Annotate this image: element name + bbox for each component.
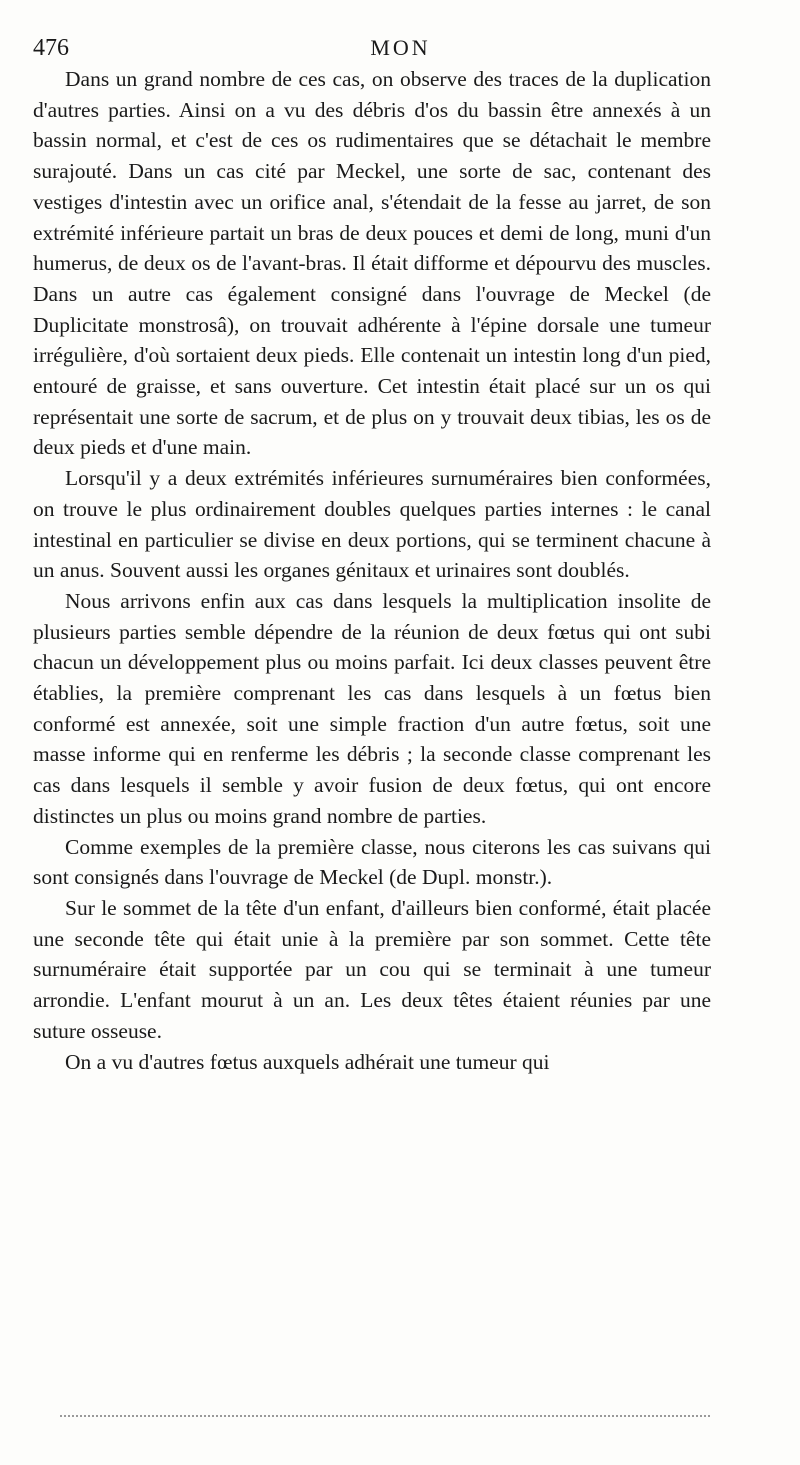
body-text (33, 64, 711, 1077)
paragraph: Comme exemples de la première classe, nous citerons les cas suivans qui sont consignés dans l'ouvrage de Meckel (de Dupl. monstr.). (33, 834, 711, 890)
paragraph: Dans un grand nombre de ces cas, on observe des traces de la duplication d'autres parties. Ainsi on a vu des débris d'os du bassin être annexés à un bassin normal, et c'est de ces os rudimentaires que se détachait le membre surajouté. Dans un cas cité par Meckel, une sorte de sac, contenant des vestiges d'intestin avec un orifice anal, s'étendait de la fesse au jarret, de son extrémité inférieure partait un bras de deux pouces et demi de long, muni d'un humerus, de deux os de l'avant-bras. Il était difforme et dépourvu des muscles. Dans un autre cas également consigné dans l'ouvrage de Meckel (de Duplicitate monstrosâ), on trouvait adhérente à l'épine dorsale une tumeur irrégulière, d'où sortaient deux pieds. Elle contenait un intestin long d'un pied, entouré de graisse, et sans ouverture. Cet intestin était placé sur un os qui représentait une sorte de sacrum, et de plus on y trouvait deux tibias, les os de deux pieds et d'une main. (33, 67, 711, 460)
paragraph: Lorsqu'il y a deux extrémités inférieures surnuméraires bien conformées, on trouve le plus ordinairement doubles quelques parties internes : le canal intestinal en particulier se divise en deux portions, qui se terminent chacune à un anus. Souvent aussi les organes génitaux et urinaires sont doublés. (33, 466, 711, 583)
page-number: 476 (33, 35, 69, 61)
paragraph: Nous arrivons enfin aux cas dans lesquels la multiplication insolite de plusieurs parties semble dépendre de la réunion de deux fœtus qui ont subi chacun un développement plus ou moins parfait. Ici deux classes peuvent être établies, la première comprenant les cas dans lesquels à un fœtus bien conformé est annexée, soit une simple fraction d'un autre fœtus, soit une masse informe qui en renferme les débris ; la seconde classe comprenant les cas dans lesquels il semble y avoir fusion de deux fœtus, qui ont encore distinctes un plus ou moins grand nombre de parties. (33, 588, 711, 828)
running-head: MON (370, 35, 431, 60)
page-header (33, 30, 768, 66)
paragraph: Sur le sommet de la tête d'un enfant, d'ailleurs bien conformé, était placée une seconde tête qui était unie à la première par son sommet. Cette tête surnuméraire était supportée par un cou qui se terminait à une tumeur arrondie. L'enfant mourut à un an. Les deux têtes étaient réunies par une suture osseuse. (33, 895, 711, 1043)
paragraph: On a vu d'autres fœtus auxquels adhérait une tumeur qui (65, 1049, 550, 1074)
footer-rule (60, 1415, 710, 1417)
